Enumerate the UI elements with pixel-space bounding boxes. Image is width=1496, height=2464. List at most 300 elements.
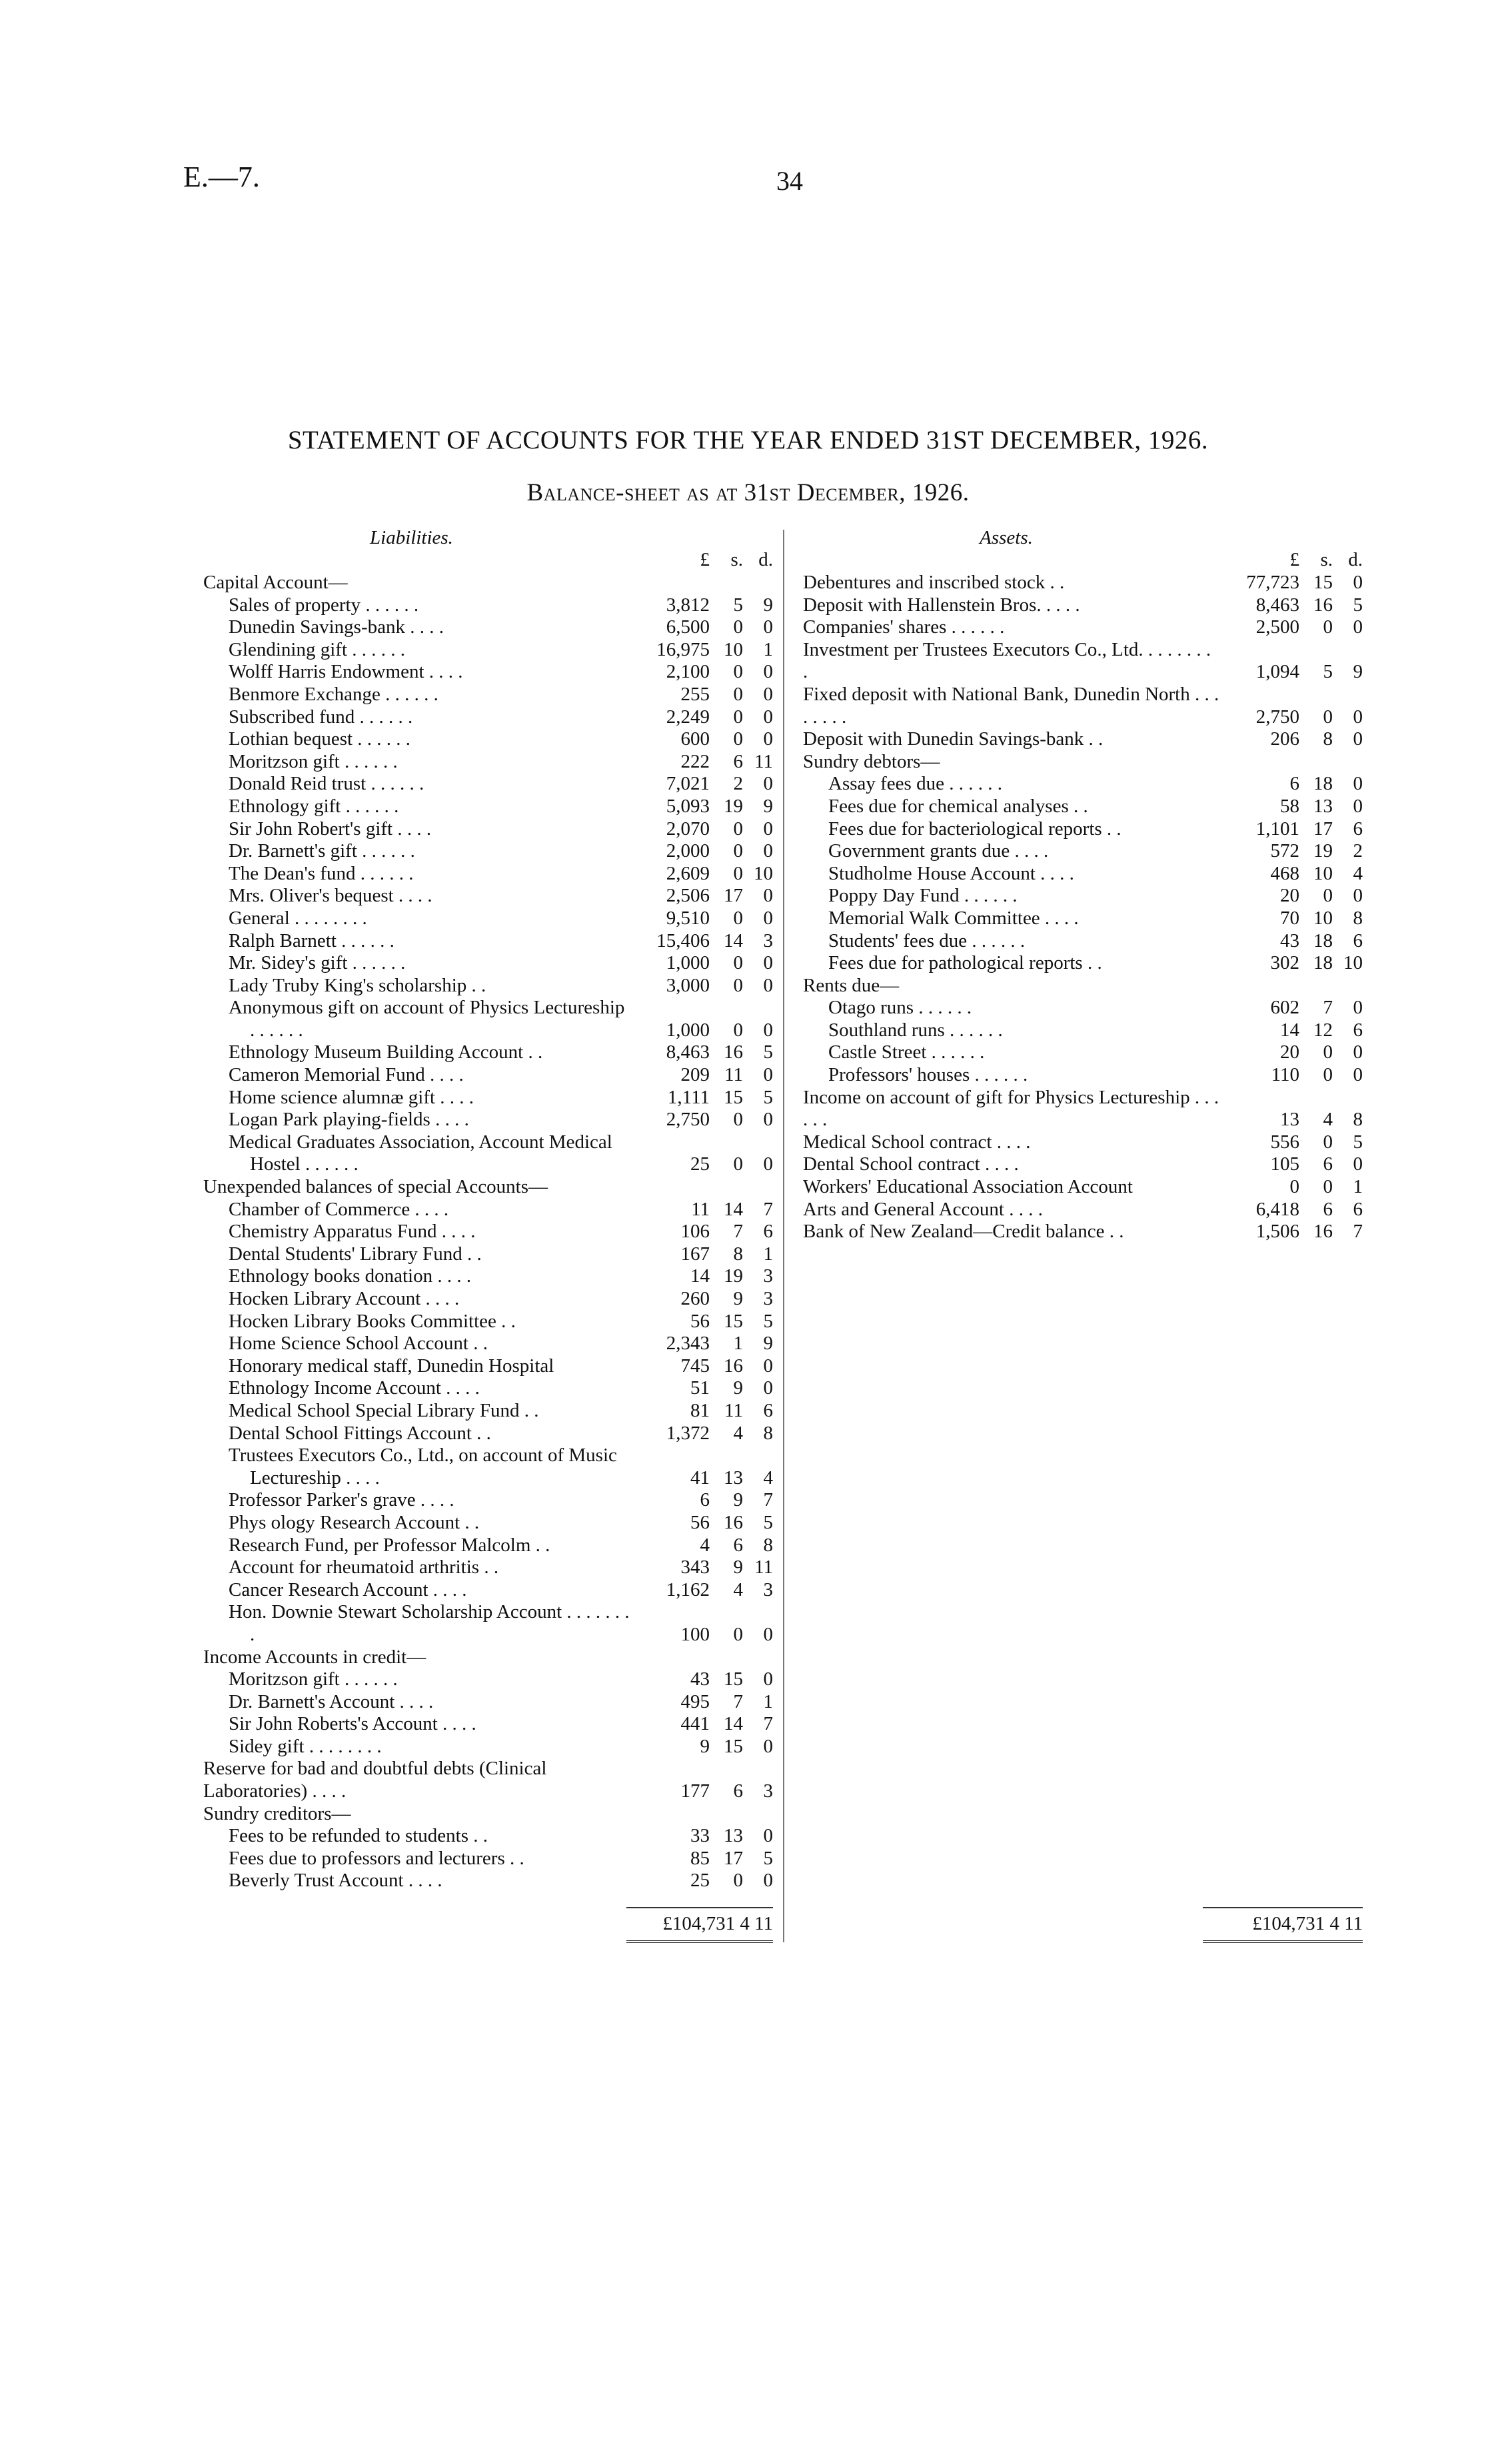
table-row	[203, 997, 773, 1041]
shillings-cell: 18	[1313, 929, 1333, 951]
table-row	[803, 1041, 1363, 1064]
row-label: Professors' houses . . . . . .	[828, 1064, 1028, 1086]
table-row	[203, 1087, 773, 1109]
row-label: Bank of New Zealand—Credit balance . .	[803, 1221, 1124, 1243]
pence-cell: 0	[1353, 728, 1363, 750]
table-row	[803, 796, 1363, 818]
table-row	[203, 863, 773, 886]
pence-cell: 3	[763, 1288, 773, 1309]
row-label: Benmore Exchange . . . . . .	[229, 683, 438, 705]
shillings-cell: 0	[733, 840, 743, 862]
pounds-cell: 0	[1289, 1176, 1299, 1198]
row-label: Cancer Research Account . . . .	[229, 1578, 467, 1600]
pounds-cell: 56	[690, 1511, 710, 1533]
table-row	[203, 1221, 773, 1243]
row-label: Assay fees due . . . . . .	[828, 773, 1002, 795]
table-row	[203, 1646, 773, 1669]
table-row	[203, 1579, 773, 1602]
row-label: Professor Parker's grave . . . .	[229, 1489, 454, 1511]
shillings-cell: 15	[724, 1086, 743, 1108]
pence-cell: 0	[763, 1064, 773, 1086]
row-label: Sundry creditors—	[203, 1802, 351, 1824]
shillings-cell: 0	[733, 862, 743, 884]
shillings-cell: 19	[724, 795, 743, 817]
pounds-cell: 2,249	[666, 706, 710, 728]
table-row	[803, 1019, 1363, 1042]
pence-cell: 11	[754, 1556, 773, 1578]
pence-cell: 0	[763, 1735, 773, 1757]
row-label: Companies' shares . . . . . .	[803, 616, 1005, 638]
table-row	[203, 572, 773, 594]
pence-cell: 0	[1353, 1153, 1363, 1175]
table-row	[203, 1601, 773, 1646]
row-label: Ethnology books donation . . . .	[229, 1265, 472, 1287]
pence-cell: 6	[763, 1399, 773, 1421]
shillings-cell: 13	[1313, 795, 1333, 817]
pounds-cell: 745	[680, 1355, 710, 1377]
shillings-cell: 5	[1323, 661, 1333, 683]
table-row	[803, 818, 1363, 841]
table-row	[203, 1803, 773, 1826]
assets-column	[803, 526, 1363, 1243]
shillings-cell: 10	[1313, 907, 1333, 929]
pence-cell: 7	[763, 1198, 773, 1220]
pence-cell: 6	[1353, 929, 1363, 951]
shillings-cell: 0	[733, 974, 743, 996]
pence-header: d.	[1348, 549, 1363, 571]
pounds-cell: 222	[680, 750, 710, 772]
pence-cell: 7	[1353, 1221, 1363, 1243]
pounds-cell: 468	[1270, 862, 1299, 884]
shillings-cell: 0	[733, 907, 743, 929]
pence-cell: 5	[1353, 1131, 1363, 1153]
table-row	[803, 1221, 1363, 1243]
pounds-cell: 9	[700, 1735, 710, 1757]
shillings-cell: 0	[1323, 1131, 1333, 1153]
row-label: Sidey gift . . . . . . . .	[229, 1735, 382, 1757]
table-row	[803, 594, 1363, 617]
row-label: Donald Reid trust . . . . . .	[229, 773, 424, 795]
row-label: Hon. Downie Stewart Scholarship Account . . . . . . . .	[229, 1601, 630, 1645]
shillings-cell: 11	[724, 1399, 743, 1421]
row-label: Sundry debtors—	[803, 750, 940, 772]
pence-cell: 9	[763, 594, 773, 616]
shillings-cell: 7	[733, 1690, 743, 1712]
table-row	[203, 1556, 773, 1579]
pounds-cell: 70	[1280, 907, 1299, 929]
pence-cell: 3	[763, 929, 773, 951]
pence-cell: 0	[1353, 1041, 1363, 1063]
shillings-cell: 6	[733, 1534, 743, 1556]
pounds-cell: 105	[1270, 1153, 1299, 1175]
pounds-cell: 255	[680, 683, 710, 705]
pounds-cell: 177	[680, 1780, 710, 1802]
shillings-cell: 8	[733, 1243, 743, 1265]
row-label: Medical School contract . . . .	[803, 1131, 1031, 1153]
row-label: Dunedin Savings-bank . . . .	[229, 616, 444, 638]
liabilities-column	[203, 526, 773, 1892]
table-row	[203, 1870, 773, 1892]
pence-cell: 6	[1353, 1019, 1363, 1041]
pence-cell: 3	[763, 1780, 773, 1802]
row-label: Investment per Trustees Executors Co., Ltd. . . . . . . . .	[803, 638, 1211, 683]
row-label: Ethnology Museum Building Account . .	[229, 1041, 543, 1063]
shillings-header: s.	[1320, 549, 1333, 571]
row-label: Dental Students' Library Fund . .	[229, 1243, 482, 1265]
shillings-cell: 16	[1313, 594, 1333, 616]
row-label: Fees due for pathological reports . .	[828, 952, 1102, 974]
pence-cell: 1	[763, 1243, 773, 1265]
pence-cell: 0	[1353, 773, 1363, 795]
shillings-cell: 4	[733, 1578, 743, 1600]
pounds-cell: 20	[1280, 1041, 1299, 1063]
table-row	[203, 1288, 773, 1311]
pounds-cell: 2,609	[666, 862, 710, 884]
table-row	[203, 728, 773, 751]
shillings-cell: 18	[1313, 773, 1333, 795]
pounds-cell: 6	[1289, 773, 1299, 795]
page-number: 34	[776, 166, 803, 196]
row-label: Poppy Day Fund . . . . . .	[828, 885, 1018, 907]
row-label: Castle Street . . . . . .	[828, 1041, 985, 1063]
table-row	[203, 885, 773, 908]
shillings-cell: 14	[724, 929, 743, 951]
pence-cell: 0	[763, 1668, 773, 1690]
shillings-cell: 14	[724, 1713, 743, 1735]
table-row	[203, 1400, 773, 1423]
shillings-cell: 18	[1313, 952, 1333, 974]
table-row	[203, 908, 773, 930]
row-label: Dental School contract . . . .	[803, 1153, 1019, 1175]
table-row	[203, 1243, 773, 1266]
table-row	[803, 751, 1363, 774]
row-label: Wolff Harris Endowment . . . .	[229, 661, 463, 683]
row-label: Sir John Roberts's Account . . . .	[229, 1713, 476, 1735]
pounds-cell: 602	[1270, 997, 1299, 1019]
pence-cell: 9	[763, 1333, 773, 1355]
pounds-cell: 15,406	[656, 929, 710, 951]
row-label: Moritzson gift . . . . . .	[229, 750, 398, 772]
shillings-cell: 7	[733, 1221, 743, 1243]
row-label: Rents due—	[803, 974, 900, 996]
row-label: Medical Graduates Association, Account Medical Hostel . . . . . .	[229, 1131, 612, 1175]
table-row	[803, 616, 1363, 639]
row-label: Home Science School Account . .	[229, 1333, 488, 1355]
pounds-cell: 343	[680, 1556, 710, 1578]
pounds-cell: 2,750	[1255, 706, 1299, 728]
row-label: General . . . . . . . .	[229, 907, 367, 929]
pence-cell: 0	[763, 1377, 773, 1399]
row-label: Sales of property . . . . . .	[229, 594, 419, 616]
pence-cell: 7	[763, 1713, 773, 1735]
row-label: Income on account of gift for Physics Lectureship . . . . . .	[803, 1086, 1219, 1131]
table-row	[803, 639, 1363, 684]
shillings-cell: 0	[1323, 1176, 1333, 1198]
shillings-cell: 19	[724, 1265, 743, 1287]
pounds-cell: 2,343	[666, 1333, 710, 1355]
table-row	[203, 952, 773, 975]
row-label: Logan Park playing-fields . . . .	[229, 1109, 469, 1131]
row-label: Otago runs . . . . . .	[828, 997, 972, 1019]
table-row	[203, 1064, 773, 1087]
pence-cell: 0	[763, 728, 773, 750]
table-row	[203, 1176, 773, 1199]
pounds-cell: 11	[691, 1198, 710, 1220]
pounds-cell: 1,372	[666, 1422, 710, 1444]
row-label: Southland runs . . . . . .	[828, 1019, 1003, 1041]
row-label: Moritzson gift . . . . . .	[229, 1668, 398, 1690]
pence-cell: 0	[763, 1355, 773, 1377]
row-label: Research Fund, per Professor Malcolm . .	[229, 1534, 550, 1556]
pounds-cell: 110	[1271, 1064, 1299, 1086]
pounds-cell: 441	[680, 1713, 710, 1735]
table-row	[803, 1176, 1363, 1199]
assets-money-header	[803, 549, 1363, 572]
pounds-cell: 2,500	[1255, 616, 1299, 638]
pence-cell: 1	[1353, 1176, 1363, 1198]
shillings-cell: 0	[733, 683, 743, 705]
pounds-cell: 1,000	[666, 952, 710, 974]
shillings-cell: 9	[733, 1377, 743, 1399]
liabilities-heading: Liabilities.	[370, 527, 453, 548]
shillings-cell: 19	[1313, 840, 1333, 862]
row-label: The Dean's fund . . . . . .	[229, 862, 414, 884]
table-row	[803, 885, 1363, 908]
pounds-cell: 3,812	[666, 594, 710, 616]
pounds-cell: 206	[1270, 728, 1299, 750]
table-row	[803, 997, 1363, 1019]
table-row	[203, 1377, 773, 1400]
row-label: Hocken Library Books Committee . .	[229, 1310, 516, 1332]
table-row	[803, 728, 1363, 751]
shillings-cell: 0	[733, 661, 743, 683]
shillings-cell: 17	[1313, 818, 1333, 840]
row-label: Income Accounts in credit—	[203, 1646, 426, 1668]
pounds-cell: 167	[680, 1243, 710, 1265]
shillings-cell: 13	[724, 1467, 743, 1489]
shillings-cell: 9	[733, 1489, 743, 1511]
table-row	[203, 1355, 773, 1378]
row-label: Subscribed fund . . . . . .	[229, 706, 413, 728]
row-label: Cameron Memorial Fund . . . .	[229, 1064, 464, 1086]
pounds-cell: 5,093	[666, 795, 710, 817]
table-row	[803, 1087, 1363, 1131]
row-label: Dr. Barnett's Account . . . .	[229, 1690, 434, 1712]
shillings-cell: 11	[724, 1064, 743, 1086]
shillings-cell: 16	[1313, 1221, 1333, 1243]
shillings-cell: 16	[724, 1355, 743, 1377]
assets-total: £104,731 4 11	[1252, 1913, 1363, 1934]
row-label: Ethnology Income Account . . . .	[229, 1377, 480, 1399]
column-divider	[783, 530, 784, 1942]
shillings-cell: 10	[724, 638, 743, 660]
total-double-rule	[1203, 1940, 1363, 1946]
shillings-cell: 0	[733, 706, 743, 728]
table-row	[203, 796, 773, 818]
row-label: Debentures and inscribed stock . .	[803, 572, 1065, 593]
pence-cell: 1	[763, 1690, 773, 1712]
table-row	[203, 975, 773, 997]
pence-cell: 9	[763, 795, 773, 817]
pence-cell: 0	[1353, 1064, 1363, 1086]
pounds-cell: 2,100	[666, 661, 710, 683]
row-label: Beverly Trust Account . . . .	[229, 1870, 442, 1892]
pence-cell: 0	[763, 1109, 773, 1131]
row-label: Deposit with Dunedin Savings-bank . .	[803, 728, 1104, 750]
pounds-cell: 41	[690, 1467, 710, 1489]
table-row	[803, 908, 1363, 930]
pounds-cell: 4	[700, 1534, 710, 1556]
row-label: Memorial Walk Committee . . . .	[828, 907, 1079, 929]
table-row	[203, 1691, 773, 1714]
pence-cell: 11	[754, 750, 773, 772]
table-row	[803, 1199, 1363, 1221]
table-row	[203, 1265, 773, 1288]
table-row	[803, 930, 1363, 953]
pence-cell: 4	[1353, 862, 1363, 884]
table-row	[203, 930, 773, 953]
assets-total-block	[1203, 1907, 1363, 1946]
shillings-cell: 15	[724, 1310, 743, 1332]
shillings-cell: 2	[733, 773, 743, 795]
table-row	[803, 975, 1363, 997]
pounds-cell: 56	[690, 1310, 710, 1332]
row-label: Dental School Fittings Account . .	[229, 1422, 491, 1444]
pence-cell: 6	[763, 1221, 773, 1243]
pence-cell: 5	[1353, 594, 1363, 616]
shillings-cell: 8	[1323, 728, 1333, 750]
row-label: Home science alumnæ gift . . . .	[229, 1086, 474, 1108]
pounds-cell: 25	[690, 1870, 710, 1892]
pounds-cell: 2,750	[666, 1109, 710, 1131]
pence-cell: 0	[1353, 706, 1363, 728]
table-row	[203, 751, 773, 774]
table-row	[203, 1848, 773, 1870]
shillings-cell: 0	[733, 728, 743, 750]
page-reference: E.—7.	[183, 161, 260, 193]
shillings-cell: 0	[1323, 706, 1333, 728]
pence-cell: 5	[763, 1511, 773, 1533]
row-label: Unexpended balances of special Accounts—	[203, 1176, 548, 1198]
pence-cell: 0	[1353, 795, 1363, 817]
table-row	[803, 952, 1363, 975]
pounds-cell: 1,101	[1255, 818, 1299, 840]
table-row	[203, 1758, 773, 1802]
table-row	[203, 818, 773, 841]
pounds-cell: 6	[700, 1489, 710, 1511]
table-row	[203, 706, 773, 729]
assets-heading: Assets.	[980, 527, 1033, 548]
pence-cell: 0	[763, 1019, 773, 1041]
row-label: Fees due for bacteriological reports . .	[828, 818, 1122, 840]
shillings-cell: 6	[1323, 1198, 1333, 1220]
pence-cell: 0	[763, 773, 773, 795]
row-label: Government grants due . . . .	[828, 840, 1049, 862]
shillings-cell: 6	[733, 1780, 743, 1802]
table-row	[203, 840, 773, 863]
pence-cell: 0	[763, 907, 773, 929]
row-label: Students' fees due . . . . . .	[828, 929, 1026, 951]
pence-cell: 0	[763, 706, 773, 728]
row-label: Fees due for chemical analyses . .	[828, 795, 1088, 817]
table-row	[803, 773, 1363, 796]
shillings-cell: 15	[1313, 572, 1333, 593]
row-label: Lothian bequest . . . . . .	[229, 728, 411, 750]
pence-cell: 0	[763, 840, 773, 862]
shillings-cell: 10	[1313, 862, 1333, 884]
liabilities-rows	[203, 572, 773, 1892]
row-label: Hocken Library Account . . . .	[229, 1288, 460, 1309]
pounds-cell: 43	[690, 1668, 710, 1690]
row-label: Mrs. Oliver's bequest . . . .	[229, 885, 432, 907]
shillings-cell: 16	[724, 1041, 743, 1063]
pounds-cell: 33	[690, 1825, 710, 1847]
row-label: Lady Truby King's scholarship . .	[229, 974, 486, 996]
table-row	[203, 1423, 773, 1445]
table-row	[803, 1153, 1363, 1176]
shillings-cell: 0	[733, 1109, 743, 1131]
shillings-cell: 1	[733, 1333, 743, 1355]
table-row	[203, 1489, 773, 1512]
pounds-cell: 85	[690, 1847, 710, 1869]
shillings-cell: 0	[733, 1623, 743, 1645]
pounds-cell: 8,463	[1255, 594, 1299, 616]
pence-cell: 0	[763, 661, 773, 683]
table-row	[203, 1041, 773, 1064]
assets-rows	[803, 572, 1363, 1243]
pounds-cell: 302	[1270, 952, 1299, 974]
pounds-cell: 20	[1280, 885, 1299, 907]
liabilities-total-block	[626, 1907, 773, 1946]
shillings-cell: 0	[733, 1019, 743, 1041]
shillings-cell: 0	[1323, 885, 1333, 907]
shillings-cell: 0	[733, 818, 743, 840]
pence-cell: 0	[763, 1870, 773, 1892]
pounds-cell: 495	[680, 1690, 710, 1712]
pence-cell: 3	[763, 1578, 773, 1600]
row-label: Fees to be refunded to students . .	[229, 1825, 488, 1847]
shillings-cell: 0	[1323, 1041, 1333, 1063]
shillings-cell: 0	[1323, 1064, 1333, 1086]
liabilities-total: £104,731 4 11	[662, 1913, 773, 1934]
shillings-cell: 6	[733, 750, 743, 772]
row-label: Sir John Robert's gift . . . .	[229, 818, 432, 840]
row-label: Dr. Barnett's gift . . . . . .	[229, 840, 415, 862]
pence-cell: 0	[763, 683, 773, 705]
pence-cell: 9	[1353, 661, 1363, 683]
shillings-cell: 4	[733, 1422, 743, 1444]
table-row	[803, 1064, 1363, 1087]
pence-cell: 5	[763, 1086, 773, 1108]
pounds-cell: 260	[680, 1288, 710, 1309]
table-row	[203, 616, 773, 639]
shillings-cell: 0	[733, 616, 743, 638]
table-row	[203, 684, 773, 706]
pence-cell: 0	[763, 1825, 773, 1847]
shillings-cell: 13	[724, 1825, 743, 1847]
shillings-cell: 0	[733, 1870, 743, 1892]
shillings-cell: 16	[724, 1511, 743, 1533]
table-row	[203, 1535, 773, 1557]
pounds-header: £	[700, 549, 710, 571]
pence-cell: 8	[763, 1534, 773, 1556]
pence-cell: 3	[763, 1265, 773, 1287]
pounds-cell: 1,111	[667, 1086, 710, 1108]
table-row	[203, 1199, 773, 1221]
table-row	[803, 863, 1363, 886]
pence-cell: 0	[763, 1623, 773, 1645]
shillings-cell: 6	[1323, 1153, 1333, 1175]
